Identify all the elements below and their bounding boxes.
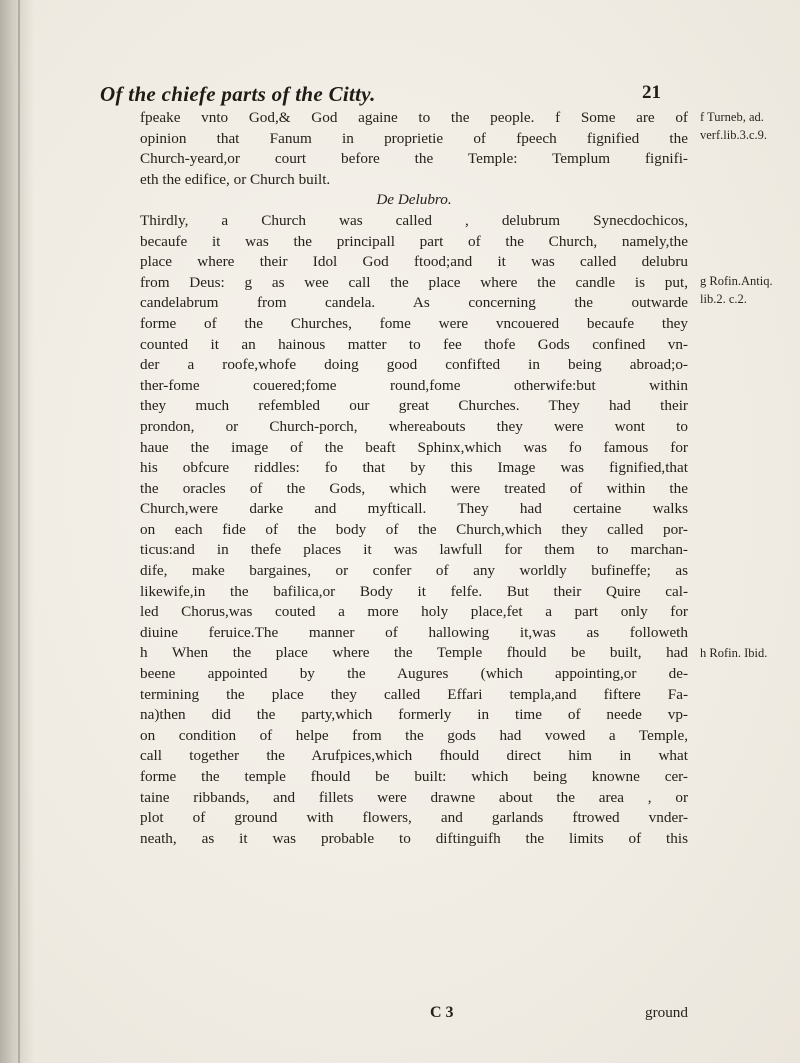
text-line: his obfcure riddles: fo that by this Image was fignified,that: [140, 459, 688, 477]
text-line: call together the Arufpices,which fhould direct him in what: [140, 747, 688, 765]
page-footer: [140, 1004, 688, 1026]
text-line: place where their Idol God ftood;and it was called delubru: [140, 253, 688, 271]
text-line: prondon, or Church-porch, whereabouts they were wont to: [140, 417, 688, 435]
text-line: ther-fome couered;fome round,fome otherwife:but within: [140, 376, 688, 394]
text-line: on condition of helpe from the gods had vowed a Temple,: [140, 726, 688, 744]
text-line: on each fide of the body of the Church,which they called por-: [140, 520, 688, 538]
text-line: haue the image of the beaft Sphinx,which was fo famous for: [140, 438, 688, 456]
text-line: Church,were darke and myfticall. They had certaine walks: [140, 500, 688, 518]
text-line: diuine feruice.The manner of hallowing it,was as followeth: [140, 623, 688, 641]
margin-note: g Rofin.Antiq.: [700, 274, 773, 288]
text-line: termining the place they called Effari templa,and fiftere Fa-: [140, 685, 688, 703]
catchword: ground: [644, 1004, 688, 1021]
text-line: likewife,in the bafilica,or Body it felfe. But their Quire cal-: [140, 582, 688, 600]
text-line: the oracles of the Gods, which were treated of within the: [140, 479, 688, 497]
text-line: taine ribbands, and fillets were drawne about the area , or: [140, 788, 688, 806]
page-number: 21: [642, 82, 661, 103]
text-line: neath, as it was probable to diftinguifh the limits of this: [140, 829, 688, 847]
text-line: becaufe it was the principall part of the Church, namely,the: [140, 232, 688, 250]
text-line: Church-yeard,or court before the Temple: Templum fignifi-: [140, 150, 688, 168]
body-text: [140, 108, 688, 849]
text-line: ticus:and in thefe places it was lawfull for them to marchan-: [140, 541, 688, 559]
text-line: eth the edifice, or Church built.: [140, 170, 331, 188]
running-head: Of the chiefe parts of the Citty.: [100, 82, 376, 106]
text-line: they much refembled our great Churches. They had their: [140, 397, 688, 415]
text-line: forme the temple fhould be built: which being knowne cer-: [140, 768, 688, 785]
text-line: Thirdly, a Church was called , delubrum Synecdochicos,: [140, 211, 688, 229]
gutter-shadow: [0, 0, 34, 1063]
margin-note: verf.lib.3.c.9.: [700, 128, 767, 142]
text-line: h When the place where the Temple fhould be built, had: [140, 644, 688, 662]
text-line: beene appointed by the Augures (which appointing,or de-: [140, 665, 688, 683]
text-line: candelabrum from candela. As concerning the outwarde: [140, 294, 688, 312]
text-line: counted it an hainous matter to fee thofe Gods confined vn-: [140, 335, 688, 353]
text-line: opinion that Fanum in proprietie of fpeech fignified the: [140, 129, 688, 147]
text-line: der a roofe,whofe doing good confifted in being abroad;o-: [140, 356, 688, 374]
text-line: fpeake vnto God,& God againe to the people. f Some are of: [140, 109, 688, 126]
text-line: led Chorus,was couted a more holy place,fet a part only for: [140, 603, 688, 621]
text-line: from Deus: g as wee call the place where the candle is put,: [140, 273, 688, 291]
section-heading: De Delubro.: [376, 191, 452, 209]
text-line: forme of the Churches, fome were vncouered becaufe they: [140, 314, 688, 332]
text-line: dife, make bargaines, or confer of any worldly bufineffe; as: [140, 562, 688, 580]
text-line: plot of ground with flowers, and garlands ftrowed vnder-: [140, 809, 688, 827]
page-edge: [18, 0, 20, 1063]
signature-mark: C 3: [430, 1004, 454, 1021]
margin-note: lib.2. c.2.: [700, 292, 747, 306]
margin-note: f Turneb, ad.: [700, 110, 764, 124]
text-line: na)then did the party,which formerly in time of neede vp-: [140, 706, 688, 724]
margin-note: h Rofin. Ibid.: [700, 646, 768, 660]
